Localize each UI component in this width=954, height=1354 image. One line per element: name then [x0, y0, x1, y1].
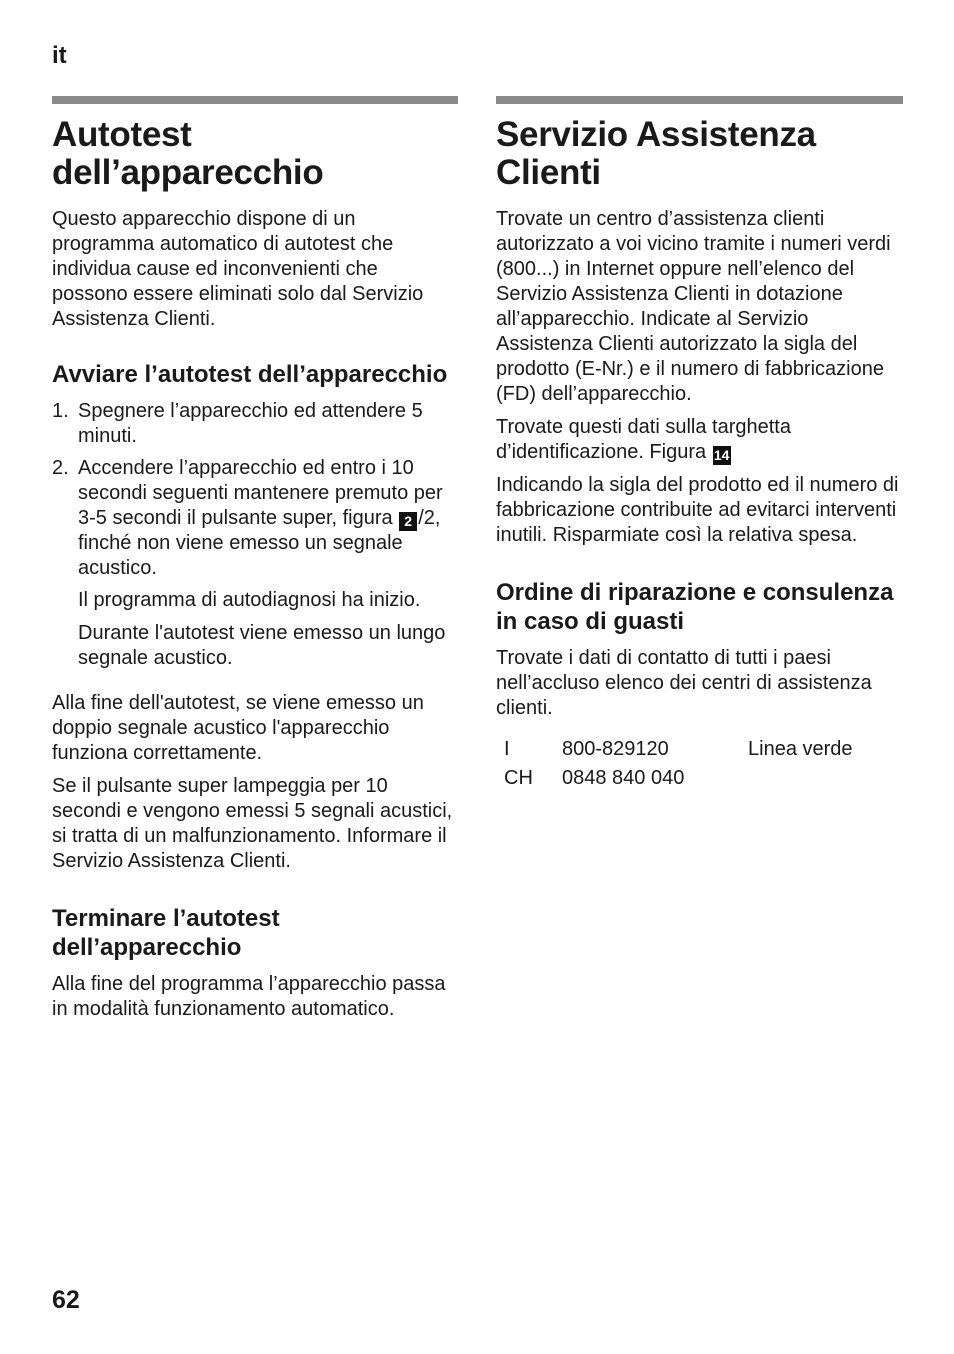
- heading-start-autotest: Avviare l’autotest dell’apparecchio: [52, 361, 448, 388]
- phone-note: Linea verde: [748, 738, 853, 760]
- heading-repair-order: Ordine di riparazione e consulenza in caso di guasti: [496, 579, 894, 635]
- contact-paragraph: Trovate i dati di contatto di tutti i paesi nell’accluso elenco dei centri di assistenza clienti.: [496, 647, 872, 719]
- figure-reference-icon: 2: [399, 512, 417, 531]
- list-item: [52, 456, 458, 581]
- section-rule: [496, 96, 903, 104]
- rating-plate-paragraph: [496, 415, 903, 465]
- heading-end-autotest: Terminare l’autotest dell’apparecchio: [52, 905, 280, 961]
- table-row: [500, 764, 853, 793]
- result-paragraph: Alla fine dell'autotest, se viene emesso un doppio segnale acustico l'apparecchio funziona correttamente.: [52, 692, 424, 764]
- section-rule: [52, 96, 458, 104]
- contacts-table: [500, 735, 853, 793]
- table-row: [500, 735, 853, 764]
- step-text: Spegnere l’apparecchio ed attendere 5 minuti.: [78, 400, 423, 447]
- product-code-paragraph: Indicando la sigla del prodotto ed il numero di fabbricazione contribuite ad evitarci interventi inutili. Risparmiate così la relativa spesa.: [496, 474, 899, 546]
- country-code: CH: [504, 767, 533, 789]
- step-number: 2.: [52, 457, 69, 479]
- step-number: 1.: [52, 400, 69, 422]
- step-result-2: Durante l'autotest viene emesso un lungo segnale acustico.: [78, 622, 446, 669]
- left-column: [52, 96, 458, 1030]
- phone-note: [748, 764, 853, 793]
- phone-number: 0848 840 040: [562, 767, 685, 789]
- page-title-service: Servizio Assistenza Clienti: [496, 115, 816, 192]
- list-item: [52, 399, 458, 449]
- end-paragraph: Alla fine del programma l’apparecchio passa in modalità funzionamento automatico.: [52, 973, 446, 1020]
- page-title-autotest: Autotest dell’apparecchio: [52, 115, 324, 192]
- step-text: Accendere l’apparecchio ed entro i 10 secondi seguenti mantenere premuto per 3-5 secondi il pulsante super, figura: [78, 457, 443, 529]
- step-text-cont: /2, finché non viene emesso un segnale acustico.: [78, 507, 441, 579]
- language-code: it: [52, 42, 67, 69]
- right-column: [496, 96, 903, 793]
- page-number: 62: [52, 1286, 80, 1314]
- service-paragraph: Trovate un centro d’assistenza clienti autorizzato a voi vicino tramite i numeri verdi (800...) in Internet oppure nell’elenco del Servizio Assistenza Clienti in dotazione all’apparecchio. Indicate al Servizio Assistenza Clienti autorizzato la sigla del prodotto (E-Nr.) e il numero di fabbricazione (FD) dell’apparecchio.: [496, 208, 891, 405]
- steps-list: [52, 399, 458, 581]
- figure-reference-icon: 14: [713, 447, 730, 463]
- step-result-1: Il programma di autodiagnosi ha inizio.: [78, 589, 421, 611]
- intro-paragraph: Questo apparecchio dispone di un programma automatico di autotest che individua cause ed inconvenienti che possono essere eliminati solo dal Servizio Assistenza Clienti.: [52, 208, 424, 330]
- country-code: I: [504, 738, 510, 760]
- malfunction-paragraph: Se il pulsante super lampeggia per 10 secondi e vengono emessi 5 segnali acustici, si tratta di un malfunzionamento. Informare il Servizio Assistenza Clienti.: [52, 775, 453, 872]
- phone-number: 800-829120: [562, 738, 669, 760]
- rating-plate-text: Trovate questi dati sulla targhetta d’identificazione. Figura: [496, 416, 791, 463]
